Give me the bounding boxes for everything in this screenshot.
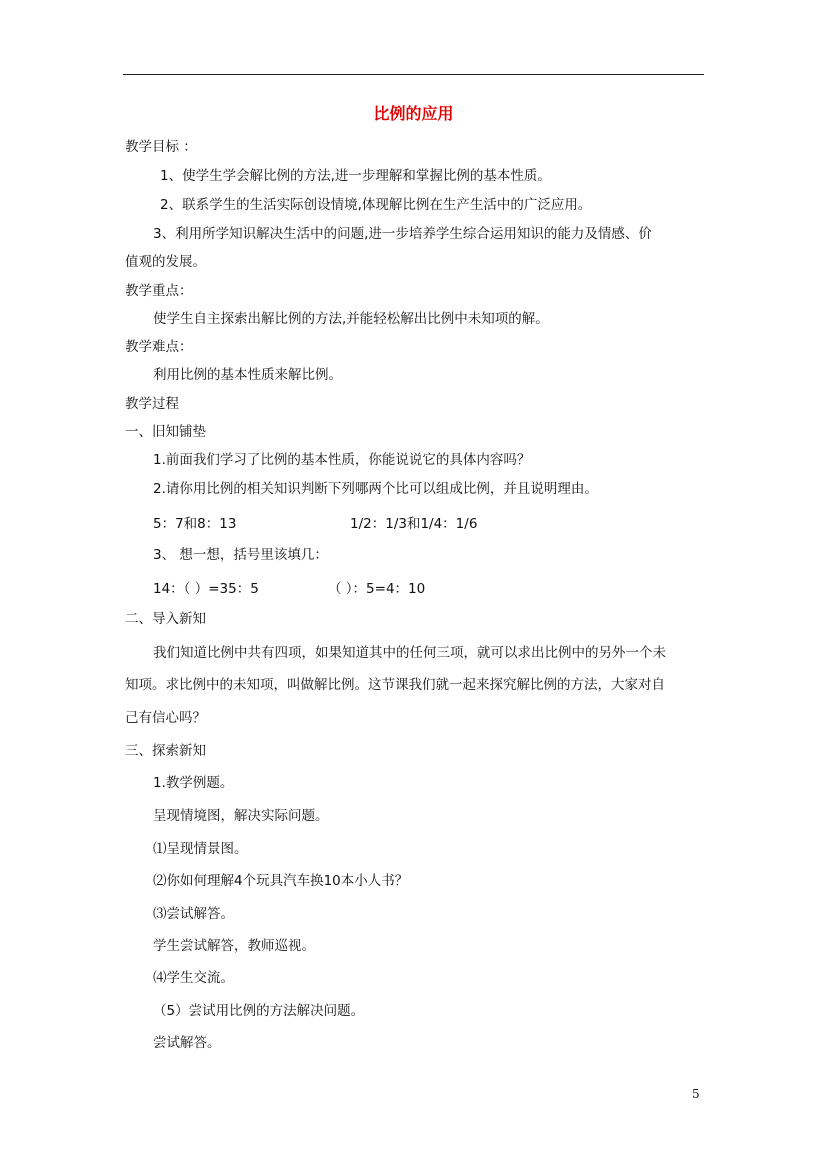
section-3-item-8: （5）尝试用比例的方法解决问题。 bbox=[153, 1003, 365, 1019]
section-2-heading: 二、导入新知 bbox=[125, 611, 206, 627]
section-2-line-2: 知项。求比例中的未知项，叫做解比例。这节课我们就一起来探究解比例的方法，大家对自 bbox=[125, 677, 665, 693]
key-text: 使学生自主探索出解比例的方法,并能轻松解出比例中未知项的解。 bbox=[153, 311, 549, 327]
fill-blank-a: 14：（ ）=35：5 bbox=[153, 581, 259, 597]
page-number: 5 bbox=[692, 1087, 700, 1101]
section-3-item-6: 学生尝试解答，教师巡视。 bbox=[153, 938, 315, 954]
section-1-question-1: 1.前面我们学习了比例的基本性质，你能说说它的具体内容吗？ bbox=[153, 452, 531, 468]
section-3-item-5: ⑶尝试解答。 bbox=[153, 906, 234, 922]
goal-1: 1、使学生学会解比例的方法,进一步理解和掌握比例的基本性质。 bbox=[160, 168, 551, 184]
key-heading: 教学重点： bbox=[125, 283, 193, 299]
section-3-item-3: ⑴呈现情景图。 bbox=[153, 841, 248, 857]
difficulty-heading: 教学难点： bbox=[125, 339, 193, 355]
section-3-heading: 三、探索新知 bbox=[125, 743, 206, 759]
ratio-pair-b: 1/2：1/3和1/4：1/6 bbox=[350, 516, 478, 532]
section-3-item-7: ⑷学生交流。 bbox=[153, 970, 234, 986]
section-1-heading: 一、旧知铺垫 bbox=[125, 424, 206, 440]
section-3-item-2: 呈现情境图，解决实际问题。 bbox=[153, 808, 329, 824]
goals-heading: 教学目标 ： bbox=[125, 139, 197, 155]
section-3-item-9: 尝试解答。 bbox=[153, 1035, 221, 1051]
section-2-line-1: 我们知道比例中共有四项，如果知道其中的任何三项，就可以求出比例中的另外一个未 bbox=[153, 645, 666, 661]
process-heading: 教学过程 bbox=[125, 396, 179, 412]
goal-3-line1: 3、利用所学知识解决生活中的问题,进一步培养学生综合运用知识的能力及情感、价 bbox=[153, 226, 652, 242]
header-rule bbox=[123, 74, 704, 75]
section-2-line-3: 己有信心吗？ bbox=[125, 710, 206, 726]
section-1-question-3: 3、 想一想，括号里该填几： bbox=[153, 547, 328, 563]
goal-2: 2、联系学生的生活实际创设情境,体现解比例在生产生活中的广泛应用。 bbox=[160, 197, 592, 213]
document-title: 比例的应用 bbox=[373, 104, 454, 123]
ratio-pair-a: 5：7和8：13 bbox=[153, 516, 237, 532]
section-3-item-1: 1.教学例题。 bbox=[153, 775, 234, 791]
difficulty-text: 利用比例的基本性质来解比例。 bbox=[153, 367, 342, 383]
section-3-item-4: ⑵你如何理解4个玩具汽车换10本小人书？ bbox=[153, 873, 409, 889]
section-1-question-2: 2.请你用比例的相关知识判断下列哪两个比可以组成比例，并且说明理由。 bbox=[153, 481, 598, 497]
goal-3-line2: 值观的发展。 bbox=[125, 254, 206, 270]
fill-blank-b: （ ）：5=4：10 bbox=[328, 581, 426, 597]
